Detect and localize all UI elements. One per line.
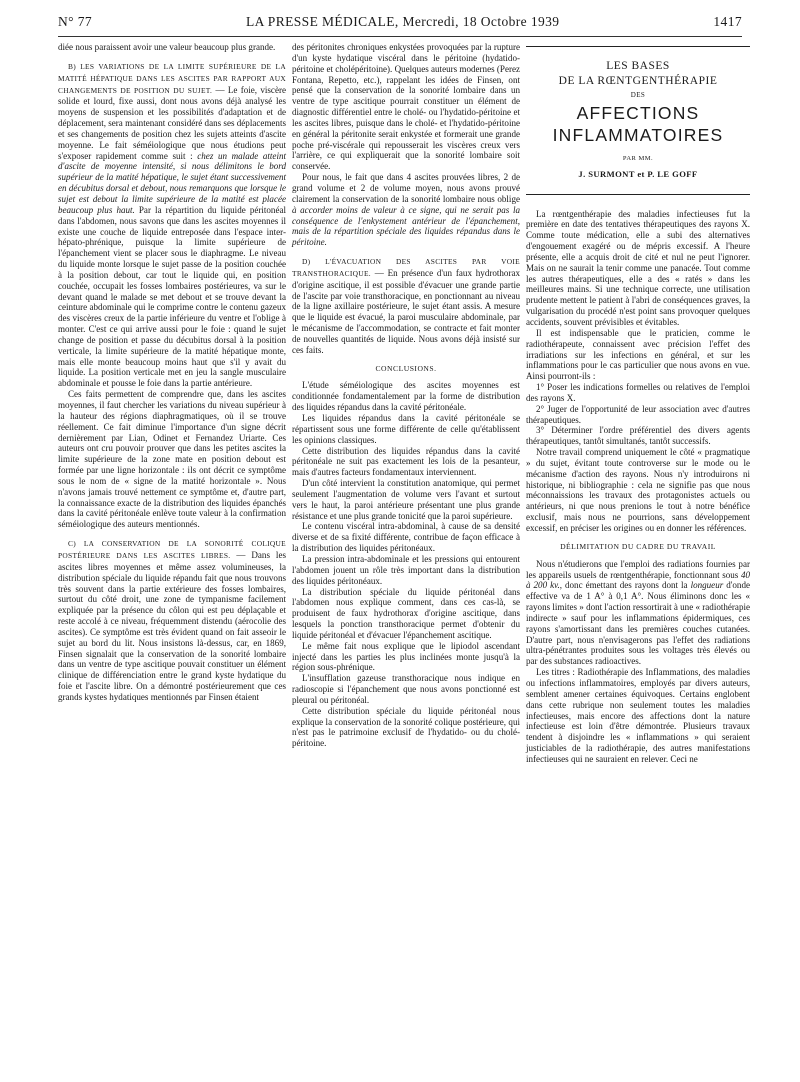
italic-run: 40 à 200 kv., (526, 569, 750, 591)
paragraph: Ces faits permettent de comprendre que, dans les ascites moyennes, il faut chercher les variations du niveau supérieur à la hauteur des régions diaphragmatiques, où il se trouve réellement. Ce fait diminue l'importance d'un signe décrit dernièrement par Lian, Odinet et Fernandez Uriarte. Ces auteurs ont cru pouvoir prouver que dans les petites ascites la limite supérieure de la zone mate en position debout est formée par une ligne horizontale : ils ont décrit ce symptôme sous le nom de « signe de la matité horizontale ». Nous n'avons jamais trouvé nettement ce symptôme et, d'autre part, la connaissance exacte de la distribution des liquides épanchés dans la cavité péritonéale enlève toute valeur à la confirmation séméiologique des auteurs mentionnés. (58, 389, 286, 530)
issue-number: N° 77 (58, 14, 93, 29)
conclusion-paragraph: Le contenu viscéral intra-abdominal, à cause de sa densité diverse et de sa fixité différente, contribue de façon efficace à la distribution des liquides péritonéaux. (292, 521, 520, 554)
paragraph: Notre travail comprend uniquement le côté « pragmatique » du sujet, évitant toute controverse sur le mode ou le mécanisme d'action des rayons. Nous n'y introduirons ni historique, ni bibliographie : cela ne signifie pas que nous méconnaissions les travaux des protagonistes actuels ou antérieurs, ni que nous prenions le tout à notre bénéfice exclusif, mais nous ne pourrions, sans développement excessif, en préciser les origines ou en donner les références. (526, 447, 750, 533)
conclusions-heading: CONCLUSIONS. (375, 363, 437, 373)
text-run: Nous n'étudierons que l'emploi des radiations fournies par les appareils usuels de rœntgenthérapie, fonctionnant sous (526, 558, 750, 580)
column-right (526, 42, 750, 765)
conclusion-paragraph: La pression intra-abdominale et les pressions qui entourent l'abdomen jouent un rôle très important dans la distribution des liquides péritonéaux. (292, 553, 520, 586)
section-heading: B) LES VARIATIONS DE LA LIMITE SUPÉRIEURE DE LA MATITÉ HÉPATIQUE DANS LES ASCITES PAR RAPPORT AUX CHANGEMENTS DE POSITION DU SUJET. (58, 61, 286, 95)
paragraph (292, 172, 520, 248)
page-header (58, 14, 742, 37)
column-left (58, 42, 286, 703)
text-run: d'onde effective va de 1 A° à 0,1 A°. Nous éliminons donc les « rayons limites » dont l'action ressortirait à une « radiothérapie indirecte » sauf pour les inflammations épidermiques, ces rayons s'amortissant dans les premières couches cutanées. D'autre part, nous n'envisagerons pas l'effet des radiations ultra-pénétrantes produites sous les voltages très élevés ou par des substances radioactives. (526, 580, 750, 667)
conclusion-paragraph: D'un côté intervient la constitution anatomique, qui permet seulement l'augmentation de volume vers l'avant et surtout vers le haut, la paroi antérieure présentant une plus grande résistance et une plus grande tonicité que la paroi supérieure. (292, 478, 520, 521)
title-line: LES BASES (606, 60, 670, 72)
byline-prefix: PAR MM. (622, 154, 654, 162)
title-line-large: INFLAMMATOIRES (552, 124, 724, 145)
italic-run: chez un malade atteint d'ascite de moyenne intensité, si nous délimitons le bord supérieur de la matité hépatique, le sujet étant successivement en décubitus dorsal et debout, nous remarquons que lorsque le sujet est debout la limite supérieure de la matité est placée beaucoup plus haut. (58, 150, 286, 215)
journal-title: LA PRESSE MÉDICALE, Mercredi, 18 Octobre 1939 (245, 14, 560, 29)
title-line: DE LA RŒNTGENTHÉRAPIE (558, 75, 718, 87)
section-heading: DÉLIMITATION DU CADRE DU TRAVAIL (560, 541, 716, 551)
text-run: — Le foie, viscère solide et lourd, fixe aussi, dont nous avons déjà analysé les moyens de suspension et les possibilités d'adaptation et de déplacement, sera maintenant considéré dans ses déplacements et ses changements de position chez les sujets atteints d'ascite moyenne. Le fait séméiologique que nous étudions peut s'exposer rapidement comme suit : (58, 84, 286, 161)
paragraph (526, 559, 750, 667)
paragraph: diée nous paraissent avoir une valeur beaucoup plus grande. (58, 42, 276, 52)
article-title-block (526, 46, 750, 195)
page-number: 1417 (713, 14, 742, 29)
section-c (58, 538, 286, 703)
italic-run: à accorder moins de valeur à ce signe, qui ne serait pas la conséquence de l'enkystement antérieur de l'épanchement, mais de la répartition spéciale des liquides répandus dans le péritoine. (292, 204, 520, 248)
title-line: DES (630, 91, 646, 99)
text-run: Par la répartition du liquide péritonéal dans l'abdomen, nous savons que dans les ascites moyennes il existe une couche de liquide entreposée dans l'espace inter-hépato-phrénique, puisque la limite supérieure de l'épanchement vient se placer sous le diaphragme. Le niveau du liquide monte lorsque le sujet passe de la position couchée à la position debout, car tout le liquide qui, en position couchée, occupait les fosses lombaires postérieures, va sur le devant quand le malade se met debout et se trouve devant la ceinture abdominale qui le comprime contre le contenu gazeux des viscères creux de la partie inférieure du ventre et l'oblige à monter. C'est ce qui arrive aussi pour le foie : quand le sujet change de position et passe du décubitus dorsal à la position verticale, la limite supérieure de la matité hépatique monte, mais elle monte beaucoup moins haut que s'il y avait du liquide. La position verticale met en jeu la sangle musculaire abdominale et pousse le foie dans la partie antérieure. (58, 204, 286, 389)
section-heading: C) LA CONSERVATION DE LA SONORITÉ COLIQUE POSTÉRIEURE DANS LES ASCITES LIBRES. (58, 539, 286, 560)
section-b (58, 61, 286, 389)
text-run: — En présence d'un faux hydrothorax d'origine ascitique, il est possible d'évacuer une grande partie de l'ascite par voie transthoracique, en ponctionnant au niveau de la ligne axillaire postérieure, le sujet étant assis. A mesure que le liquide est évacué, la paroi musculaire abdominale, par le mécanisme de l'accommodation, se contracte et fait monter de nouvelles quantités de liquide. Nous avons déjà insisté sur ces faits. (292, 267, 520, 355)
conclusion-paragraph: L'étude séméiologique des ascites moyennes est conditionnée fondamentalement par la forme de distribution des liquides répandus dans la cavité péritonéale. (292, 380, 520, 413)
authors: J. SURMONT et P. LE GOFF (578, 168, 698, 179)
column-middle (292, 42, 520, 749)
paragraph: des péritonites chroniques enkystées provoquées par la rupture d'un kyste hydatique viscéral dans le péritoine (hydatido-péritoine et cholépéritoine). Quelques auteurs modernes (Perez Fontana, Repetto, etc.), rappelant les idées de Finsen, ont pensé que la conservation de la sonorité lombaire dans un ventre de type ascitique pourrait constituer un élément de diagnostic différentiel entre le cholé- ou l'hydatido-péritoine et les ascites libres, puisque dans le cholé- et l'hydatido-péritoine en général la péritonite serait enkystée et formerait une grande poche pré-viscérale qui repousserait les viscères creux vers l'arrière, ce qui expliquerait que la sonorité lombaire soit conservée. (292, 42, 520, 172)
text-run: donc émettant des rayons dont la (562, 580, 688, 591)
paragraph: Les titres : Radiothérapie des Inflammations, des maladies ou infections inflammatoires, employés par divers auteurs, semblent amener certaines équivoques. Certains englobent dans cette rubrique non seulement toutes les maladies infectieuses, mais encore des affections dont la nature infectieuse est loin d'être démontrée. Plusieurs travaux tendent à disjoindre les « inflammations » qui seraient justiciables de la radiothérapie, des autres manifestations infectieuses qui ne sauraient en relever. Ceci ne (526, 667, 750, 764)
section-d (292, 256, 520, 356)
text-run: Pour nous, le fait que dans 4 ascites prouvées libres, 2 de grand volume et 2 de volume moyen, nous avons prouvé clairement la conservation de la sonorité lombaire nous oblige (292, 172, 520, 204)
section-heading: D) L'ÉVACUATION DES ASCITES PAR VOIE TRANSTHORACIQUE. (292, 257, 520, 278)
title-line-large: AFFECTIONS (576, 102, 700, 123)
conclusion-paragraph: Le même fait nous explique que le lipiodol ascendant injecté dans les parties les plus inclinées monte jusqu'à la région sous-phrénique. (292, 640, 520, 673)
paragraph: La rœntgenthérapie des maladies infectieuses fut la première en date des tentatives thérapeutiques des rayons X. Comme toute médication, elle a subi des alternatives d'engouement exagéré ou de mépris excessif. A l'heure présente, elle a acquis droit de cité et nul ne peut l'ignorer. Mais on ne saurait la tenir comme une panacée. Tout comme les autres thérapeutiques, elle a des « ratés » dans les meilleures mains. Si une technique correcte, une utilisation prudente mettent le patient à l'abri de conséquences graves, la vulgarisation du procédé n'est point sans provoquer quelques accidents, souvent prévisibles et évitables. (526, 208, 750, 327)
conclusion-paragraph: L'insufflation gazeuse transthoracique nous indique en radioscopie si l'épanchement que nous avons ponctionné est pleural ou péritonéal. (292, 673, 520, 705)
paragraph: Il est indispensable que le praticien, comme le radiothérapeute, connaissent avec précision l'effet des irradiations sur les infections en général, et sur les inflammations pour le cas particulier que nous avons en vue. Ainsi pourront-ils : (526, 327, 750, 382)
italic-run: longueur (687, 580, 724, 591)
text-run: — Dans les ascites libres moyennes et même assez volumineuses, la distribution spéciale du liquide répandu fait que nous trouvons très souvent dans la partie extérieure des fosses lombaires, surtout du côté droit, une zone de tympanisme facilement expliquée par la présence du côlon qui est peu déplaçable et reste accolé à ce niveau, fréquemment distendu (aérocolie des ascites). Ce symptôme est très évident quand on fait asseoir le sujet au bord du lit. Nous insistons là-dessus, car, en 1869, Finsen signalait que la conservation de la sonorité lombaire dans un ventre de type ascitique pouvait constituer un élément clinique de différenciation entre le grand kyste hydatique du foie et l'ascite libre. On a démontré postérieurement que ces grands kystes hydatiques mentionnés par Finsen étaient (58, 549, 286, 702)
list-item: 2° Juger de l'opportunité de leur association avec d'autres thérapeutiques. (526, 403, 750, 425)
list-item: 3° Déterminer l'ordre préférentiel des divers agents thérapeutiques, tantôt simultanés, tantôt successifs. (526, 425, 750, 447)
conclusion-paragraph: Cette distribution des liquides répandus dans la cavité péritonéale ne suit pas exactement les lois de la pesanteur, mais d'autres facteurs fondamentaux interviennent. (292, 445, 520, 478)
conclusion-paragraph: Les liquides répandus dans la cavité péritonéale se répartissent sous une forme différente de celle qu'établissent les opinions classiques. (292, 413, 520, 445)
conclusion-paragraph: La distribution spéciale du liquide péritonéal dans l'abdomen nous explique comment, dans ces cas-là, se produisent de faux hydrothorax d'origine ascitique, dans lesquels la ponction transthoracique permet d'obtenir du liquide péritonéal et d'évacuer l'épanchement ascitique. (292, 586, 520, 640)
conclusion-paragraph: Cette distribution spéciale du liquide péritonéal nous explique la conservation de la sonorité colique postérieure, qui n'est pas le patrimoine exclusif de l'hydatido- ou du cholé-péritoine. (292, 705, 520, 749)
list-item: 1° Poser les indications formelles ou relatives de l'emploi des rayons X. (526, 382, 750, 403)
